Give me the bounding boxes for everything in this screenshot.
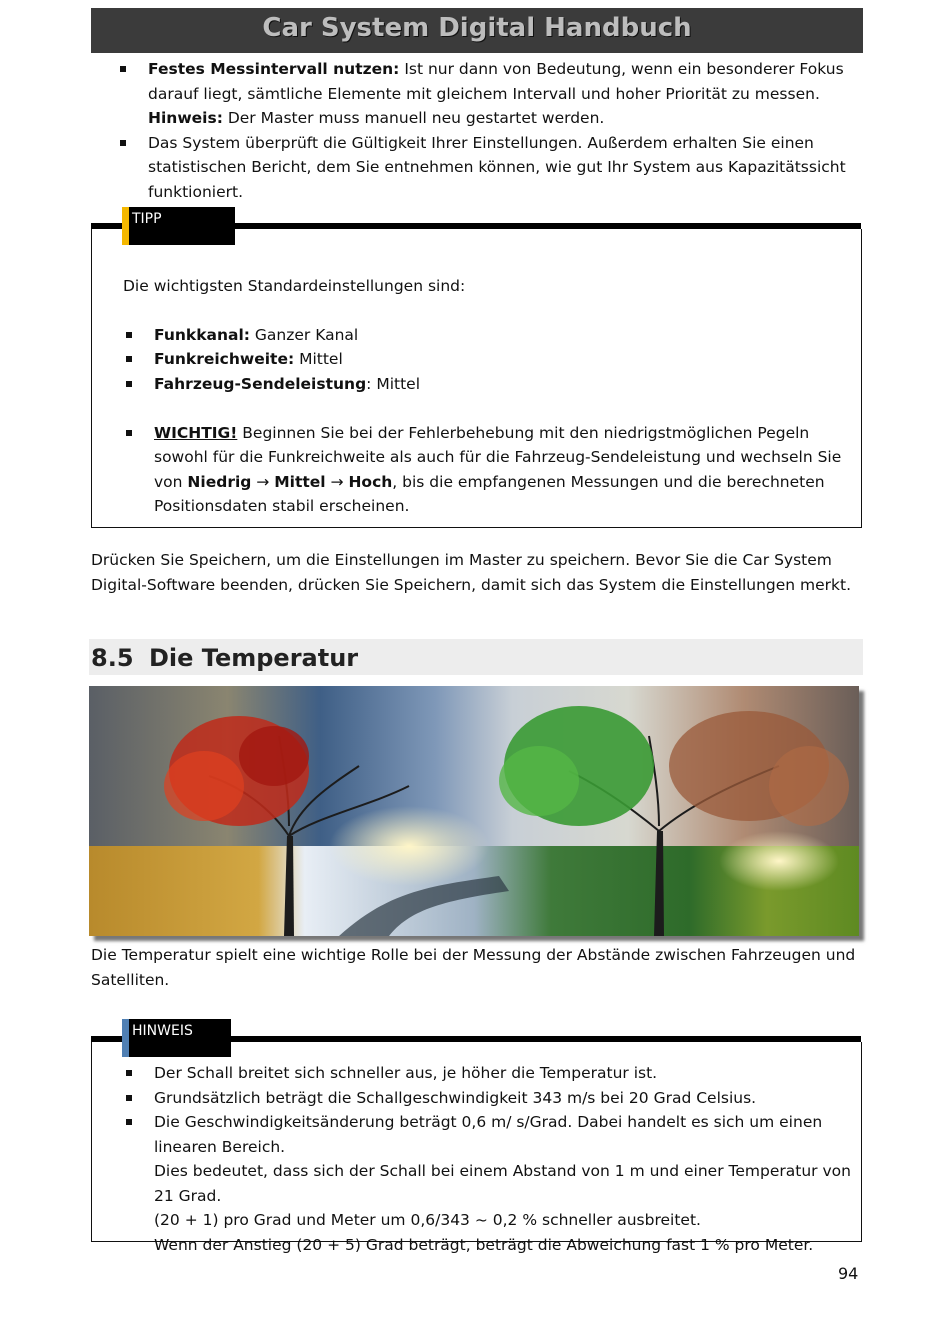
temperature-paragraph: Die Temperatur spielt eine wichtige Rolle bei der Messung der Abstände zwischen Fahrzeugen und Satelliten. <box>91 946 856 989</box>
hinweis-list <box>126 1061 856 1159</box>
item-bold: Funkkanal: <box>154 325 250 344</box>
list-item: Die Geschwindigkeitsänderung beträgt 0,6 m/ s/Grad. Dabei handelt es sich um einen linearen Bereich. <box>126 1110 856 1159</box>
hinweis-box <box>91 1042 862 1254</box>
item-text: : Mittel <box>366 374 420 393</box>
section-heading <box>89 639 863 675</box>
hinweis-line: (20 + 1) pro Grad und Meter um 0,6/343 ~ 0,2 % schneller ausbreitet. <box>154 1211 701 1229</box>
page-header <box>91 8 863 53</box>
tipp-label: TIPP <box>132 211 162 227</box>
tipp-important-list <box>123 421 843 519</box>
item-bold: Funkreichweite: <box>154 350 295 368</box>
item-bold: Hoch <box>348 472 393 491</box>
item-bold: Niedrig <box>187 472 252 491</box>
section-number: 8.5 <box>91 644 134 672</box>
hinweis-line: Wenn der Anstieg (20 + 5) Grad beträgt, beträgt die Abweichung fast 1 % pro Meter. <box>154 1235 814 1254</box>
important-label: WICHTIG! <box>154 423 238 442</box>
hinweis-label: HINWEIS <box>132 1023 193 1039</box>
top-bullet-list <box>120 57 865 204</box>
list-item <box>126 347 843 372</box>
list-item: Der Schall breitet sich schneller aus, je höher die Temperatur ist. <box>126 1061 856 1086</box>
list-item <box>120 131 865 205</box>
item-text: Ist nur dann von Bedeutung, wenn ein besonderer Fokus darauf liegt, sämtliche Elemente mit gleichem Intervall und hoher Priorität zu messen. <box>148 60 844 103</box>
save-paragraph: Drücken Sie Speichern, um die Einstellungen im Master zu speichern. Bevor Sie die Car System Digital-Software beenden, drücken Sie Speichern, damit sich das System die Einstellungen merkt. <box>91 551 852 594</box>
list-item <box>126 323 843 348</box>
item-text: Beginnen Sie bei der Fehlerbehebung mit den niedrigstmöglichen Pegeln sowohl für die Funkreichweite als auch für die Fahrzeug-Sendeleistung und wechseln Sie von <box>154 423 842 491</box>
page-number: 94 <box>838 1264 859 1283</box>
header-title: Car System Digital Handbuch <box>262 13 692 43</box>
section-title: Die Temperatur <box>149 644 359 672</box>
item-bold: Mittel <box>274 472 326 491</box>
hinweis-extra <box>126 1159 856 1257</box>
four-seasons-image <box>89 686 859 936</box>
hinweis-line: Dies bedeutet, dass sich der Schall bei einem Abstand von 1 m und einer Temperatur von 21 Grad. <box>154 1162 851 1205</box>
list-item <box>126 372 843 397</box>
tipp-list <box>123 323 843 397</box>
list-item <box>126 421 843 519</box>
item-bold: Festes Messintervall nutzen: <box>148 60 400 78</box>
list-item: Grundsätzlich beträgt die Schallgeschwindigkeit 343 m/s bei 20 Grad Celsius. <box>126 1086 856 1111</box>
list-item <box>120 57 865 131</box>
tipp-box <box>91 229 862 528</box>
arrow-icon: → <box>251 472 275 491</box>
item-text: Mittel <box>294 350 343 368</box>
item-text: Der Master muss manuell neu gestartet werden. <box>222 109 605 127</box>
item-text: Ganzer Kanal <box>249 325 359 344</box>
item-text: , bis die empfangenen Messungen und die berechneten Positionsdaten stabil erscheinen. <box>154 472 825 515</box>
tipp-intro: Die wichtigsten Standardeinstellungen sind: <box>123 277 466 295</box>
item-bold: Fahrzeug-Sendeleistung <box>154 374 367 393</box>
arrow-icon: → <box>325 472 349 491</box>
item-text: Das System überprüft die Gültigkeit Ihrer Einstellungen. Außerdem erhalten Sie einen statistischen Bericht, dem Sie entnehmen können, wie gut Ihr System aus Kapazitätssicht funktioniert. <box>148 133 846 201</box>
item-bold: Hinweis: <box>148 109 223 127</box>
